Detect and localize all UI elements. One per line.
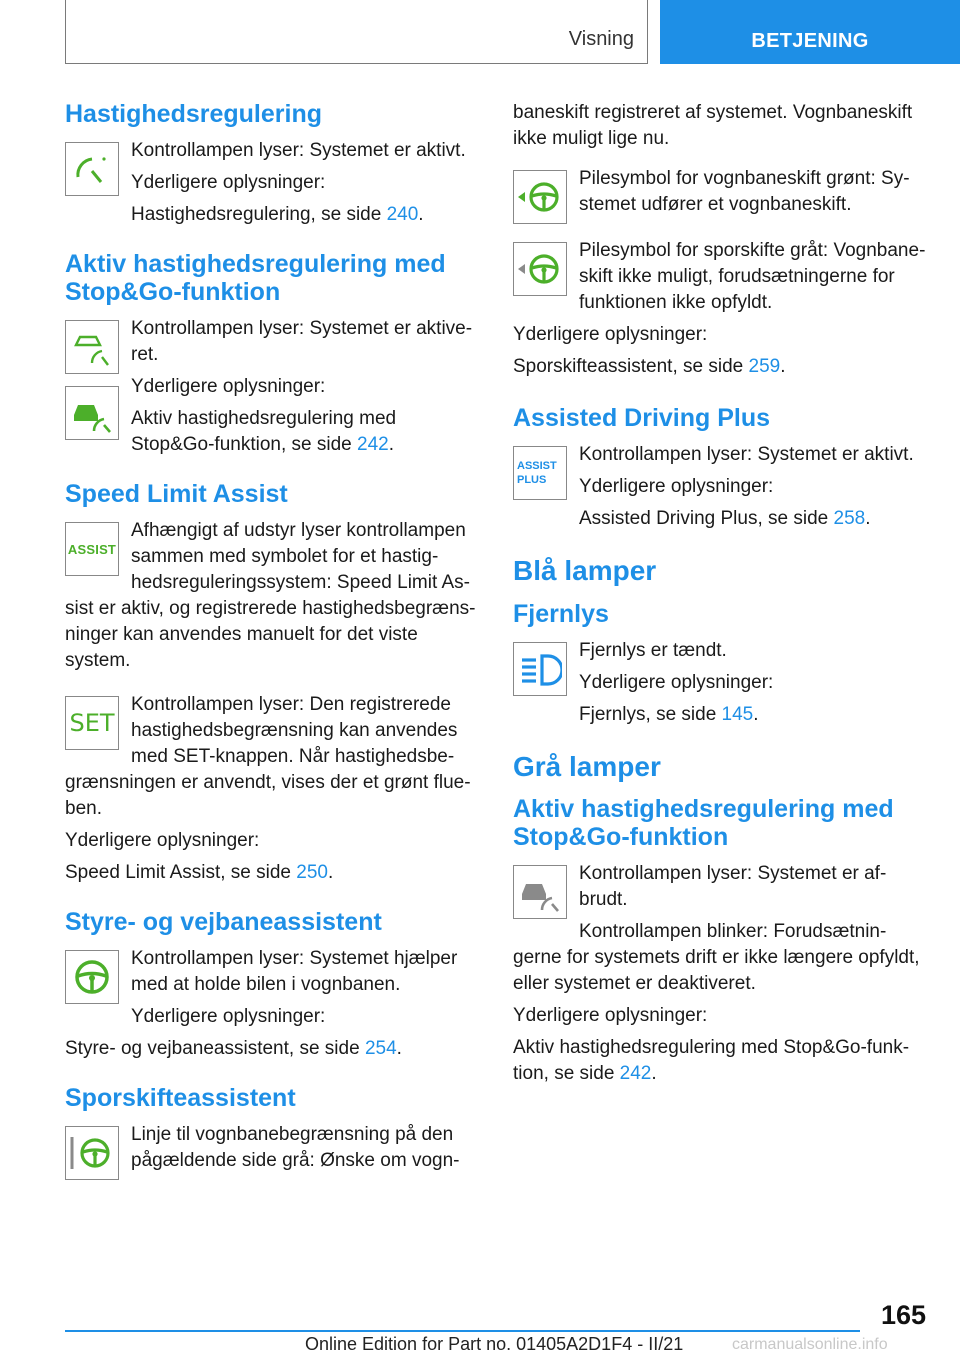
lane-change-grey-icon xyxy=(513,242,567,296)
reference-text: Sporskifteassistent, se side xyxy=(513,356,749,377)
lamp-description: Pilesymbol for sporskifte gråt: Vognbane-skift ikke muligt, forudsætningerne for funktionen ikke opfyldt. xyxy=(579,240,926,313)
car-speedometer-icon xyxy=(65,320,119,374)
reference-text: Aktiv hastighedsregulering med Stop&Go-funktion, se side xyxy=(131,408,397,455)
assist-plus-line2: PLUS xyxy=(517,474,547,486)
page-reference xyxy=(65,860,480,886)
set-icon xyxy=(65,696,119,750)
section-sporskifteassistent xyxy=(65,1084,480,1180)
page-link[interactable]: 259 xyxy=(748,356,781,377)
section-styre-vejbaneassistent xyxy=(65,908,480,1062)
page-reference xyxy=(65,1036,480,1062)
lamp-entry xyxy=(65,138,480,228)
section-aktiv-hastighedsregulering-grey xyxy=(513,795,933,1087)
page-reference xyxy=(513,1035,933,1087)
assist-plus-line1: ASSIST xyxy=(517,460,557,472)
lamp-entry xyxy=(513,238,933,316)
page-reference xyxy=(131,202,480,228)
lamp-entry xyxy=(65,1122,480,1180)
lamp-status-text: Kontrollampen lyser: Systemet er aktivt. xyxy=(579,444,914,465)
speedometer-icon xyxy=(65,142,119,196)
lamp-entry xyxy=(513,861,933,997)
reference-text: Fjernlys, se side xyxy=(579,703,722,725)
page-link[interactable]: 258 xyxy=(833,508,866,529)
grey-lamps-heading: Grå lamper xyxy=(513,750,661,782)
lamp-description: Afhængigt af udstyr lyser kontrollampen sammen med symbolet for et hastig-hedsreguleringssystem: Speed Limit As-sist er aktiv, og registrerede hastighedsbegræns-ninger kan anvendes manuelt for det viste system. xyxy=(65,520,476,671)
left-column xyxy=(65,100,480,1202)
header-chapter-tab: BETJENING xyxy=(660,0,960,64)
assist-icon xyxy=(65,522,119,576)
high-beam-icon xyxy=(513,642,567,696)
set-icon-text: SET xyxy=(69,709,115,737)
reference-text: Assisted Driving Plus, se side xyxy=(579,508,834,529)
section-title: Fjernlys xyxy=(513,599,609,628)
reference-text: Hastighedsregulering, se side xyxy=(131,204,387,225)
lamp-blink-text: Kontrollampen blinker: Forudsætnin-gerne for systemets drift er ikke længere opfyldt, eller systemet er deaktiveret. xyxy=(513,921,920,995)
car-speedometer-filled-icon xyxy=(65,386,119,440)
reference-end: . xyxy=(388,434,394,455)
lamp-entry xyxy=(65,692,480,822)
reference-end: . xyxy=(396,1038,402,1059)
right-column xyxy=(513,100,933,1109)
page-link[interactable]: 242 xyxy=(357,434,389,455)
reference-end: . xyxy=(418,204,424,225)
lamp-status-text: Fjernlys er tændt. xyxy=(579,639,727,661)
more-info-label: Yderligere oplysninger: xyxy=(579,476,774,497)
more-info-label: Yderligere oplysninger: xyxy=(131,172,326,193)
more-info-label: Yderligere oplysninger: xyxy=(131,1006,326,1027)
car-speedometer-grey-icon xyxy=(513,865,567,919)
lamp-entry xyxy=(513,442,933,532)
page-reference xyxy=(579,506,933,532)
more-info-label: Yderligere oplysninger: xyxy=(131,376,326,397)
page-number: 165 xyxy=(880,1300,926,1330)
section-title: Sporskifteassistent xyxy=(65,1084,296,1112)
page-reference xyxy=(513,354,933,380)
header-frame xyxy=(65,0,648,64)
steering-wheel-icon xyxy=(65,950,119,1004)
section-title: Aktiv hastighedsregulering med Stop&Go-funktion xyxy=(65,250,446,306)
more-info-label: Yderligere oplysninger: xyxy=(513,324,708,345)
page-link[interactable]: 254 xyxy=(364,1038,397,1059)
reference-text: Speed Limit Assist, se side xyxy=(65,862,297,883)
section-assisted-driving-plus xyxy=(513,404,933,532)
lamp-description: Kontrollampen lyser: Den registrerede hastighedsbegrænsning kan anvendes med SET-knappen. Når hastighedsbe-grænsningen er anvendt, vises der et grønt flue-ben. xyxy=(65,694,471,819)
reference-end: . xyxy=(753,703,759,725)
reference-text: Styre- og vejbaneassistent, se side xyxy=(65,1038,365,1059)
lamp-description: Pilesymbol for vognbaneskift grønt: Sy-stemet udfører et vognbaneskift. xyxy=(579,168,910,215)
lamp-entry xyxy=(513,638,933,728)
page-link[interactable]: 250 xyxy=(296,862,328,883)
section-title: Styre- og vejbaneassistent xyxy=(65,908,382,936)
reference-end: . xyxy=(865,508,871,529)
lamp-status-text: Kontrollampen lyser: Systemet er af-brudt. xyxy=(579,863,887,911)
footer-edition: Online Edition for Part no. 01405A2D1F4 - II/21 xyxy=(305,1334,684,1354)
lamp-entry xyxy=(65,946,480,1030)
more-info-label: Yderligere oplysninger: xyxy=(579,671,774,693)
section-title: Aktiv hastighedsregulering med Stop&Go-funktion xyxy=(513,795,894,852)
footer-divider xyxy=(65,1330,860,1332)
page-link[interactable]: 240 xyxy=(386,204,419,225)
reference-text: Aktiv hastighedsregulering med Stop&Go-funk-tion, se side xyxy=(513,1037,910,1085)
section-title: Hastighedsregulering xyxy=(65,100,322,128)
continued-text: baneskift registreret af systemet. Vognbaneskift ikke muligt lige nu. xyxy=(513,102,913,149)
lamp-status-text: Kontrollampen lyser: Systemet er aktivt. xyxy=(131,140,466,161)
lamp-entry xyxy=(65,518,480,674)
section-title: Assisted Driving Plus xyxy=(513,404,771,432)
section-title: Speed Limit Assist xyxy=(65,480,288,508)
lamp-status-text: Linje til vognbanebegrænsning på den pågældende side grå: Ønske om vogn- xyxy=(131,1124,460,1171)
reference-end: . xyxy=(327,862,334,883)
blue-lamps-heading: Blå lamper xyxy=(513,555,657,586)
assist-plus-icon xyxy=(513,446,567,500)
lane-change-green-icon xyxy=(513,170,567,224)
lamp-entry xyxy=(65,316,480,458)
section-fjernlys xyxy=(513,600,933,728)
page-link[interactable]: 145 xyxy=(721,703,754,725)
more-info-label: Yderligere oplysninger: xyxy=(513,1005,708,1027)
section-hastighedsregulering xyxy=(65,100,480,228)
page-reference xyxy=(131,406,480,458)
lamp-entry xyxy=(513,166,933,224)
lamp-status-text: Kontrollampen lyser: Systemet hjælper med at holde bilen i vognbanen. xyxy=(131,948,458,995)
section-speed-limit-assist xyxy=(65,480,480,886)
more-info-label: Yderligere oplysninger: xyxy=(65,830,260,851)
header-section-title: Visning xyxy=(568,28,634,50)
assist-icon-text: ASSIST xyxy=(67,541,117,557)
section-aktiv-hastighedsregulering xyxy=(65,250,480,458)
steering-wheel-lane-icon xyxy=(65,1126,119,1180)
page-reference xyxy=(579,702,933,728)
lamp-status-text: Kontrollampen lyser: Systemet er aktive-ret. xyxy=(131,318,473,365)
reference-end: . xyxy=(651,1063,657,1085)
reference-end: . xyxy=(780,356,786,377)
watermark: carmanualsonline.info xyxy=(732,1336,888,1353)
page-link[interactable]: 242 xyxy=(619,1063,652,1085)
